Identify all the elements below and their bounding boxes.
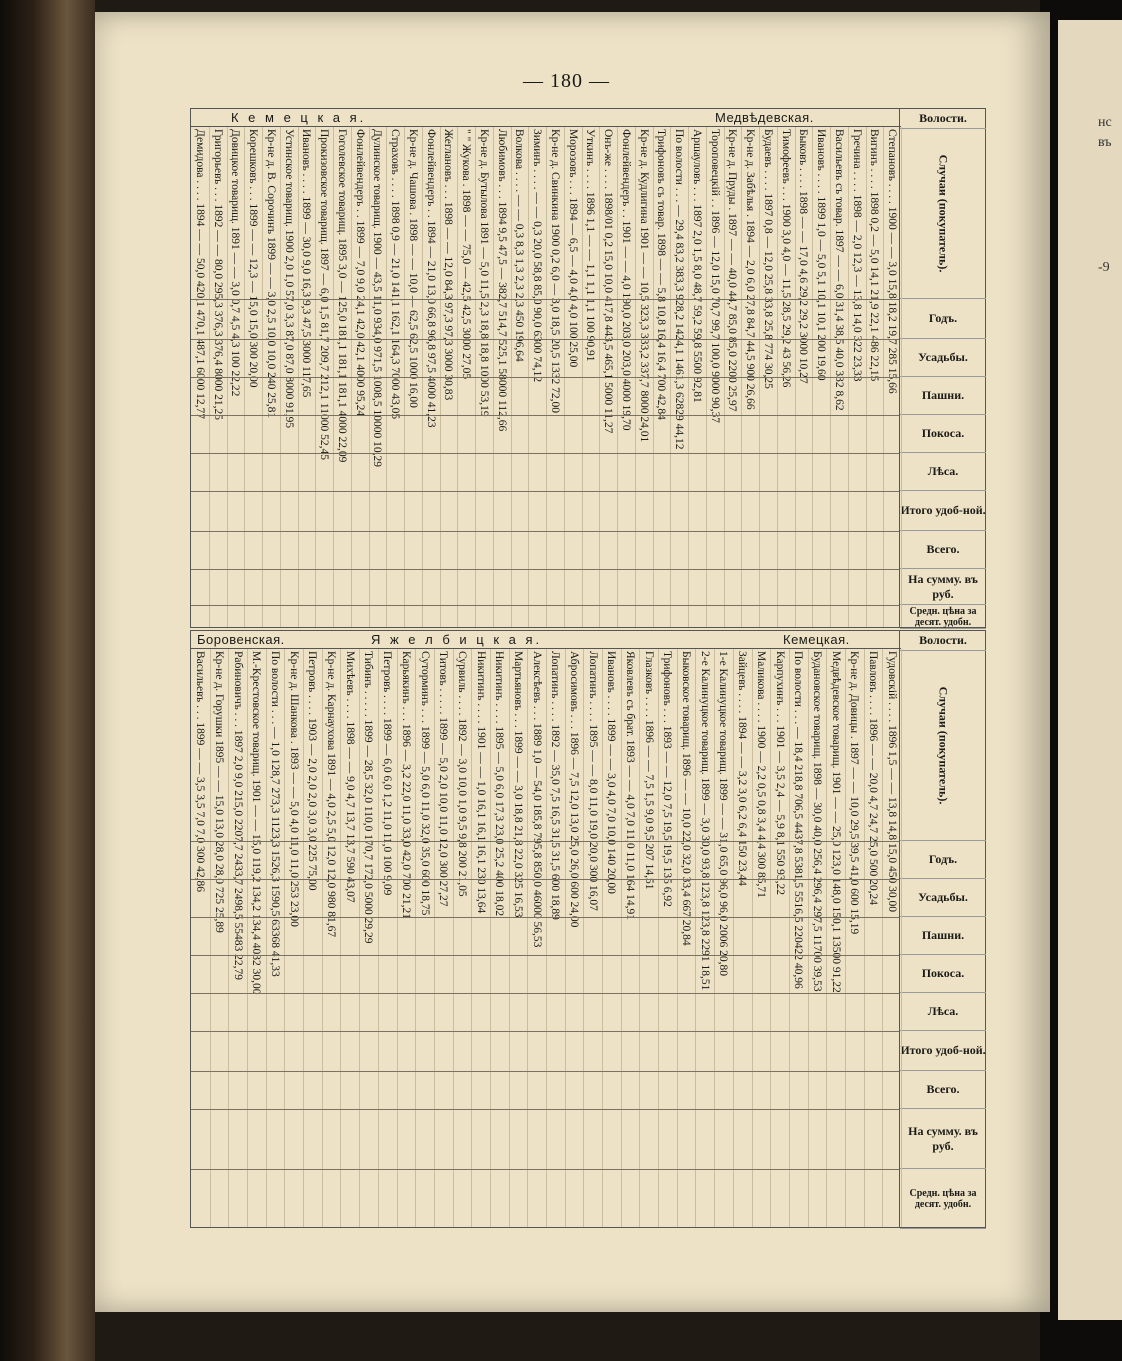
row-text: Никитинъ . . . . 1901 — — 1,0 16,1 16,1 16,1 230 13,64 — [474, 651, 487, 914]
table-row — [511, 127, 530, 627]
table-row — [688, 127, 707, 627]
row-text: Суторминъ . . . 1899 — 5,0 6,0 11,0 32,0 35,0 600 18,75 — [418, 651, 431, 916]
table-row — [706, 127, 725, 627]
table-row — [298, 127, 317, 627]
row-text: Будановское товарищ. 1898 — 30,0 40,0 256,4 296,4 297,5 11700 39,53 — [810, 651, 823, 992]
row-text: Волкова . . . . — — 0,3 8,3 1,3 2,3 2,3 450 196,64 — [513, 129, 526, 362]
table-row — [262, 127, 281, 627]
next-page-text-2: въ — [1098, 135, 1112, 150]
table-row — [303, 649, 323, 1227]
table-row — [493, 127, 512, 627]
table-row — [882, 649, 902, 1227]
row-text: Григорьевъ . . . 1892 — — 80,0 295,3 376,3 376,4 8000 21,25 — [211, 129, 224, 420]
table-row — [191, 127, 210, 627]
row-text: Гречина . . . . 1898 — 2,0 12,3 — 13,8 14,0 322 23,33 — [850, 129, 863, 382]
row-text: Рабиновичъ . . . 1897 2,0 9,0 215,0 2207,7 2433,7 2498,5 55483 22,79 — [231, 651, 244, 980]
row-text: Кр-не д. Горушки 1895 — — 15,0 13,0 28,0 28,0 725 25,89 — [213, 651, 225, 933]
row-text: Кр-не д. Чашова . 1898 — — 10,0 — 62,5 62,5 1000 16,00 — [406, 129, 419, 408]
table-row — [528, 127, 547, 627]
table-row — [565, 649, 585, 1227]
row-text: Карпухинъ . . . 1901 — 3,5 2,4 — 5,9 8,1 550 93,22 — [773, 651, 786, 896]
table-row — [315, 127, 334, 627]
next-page-text-3: -9 — [1098, 260, 1110, 275]
table-row — [812, 127, 831, 627]
row-text: Трифоновъ съ товар. 1898 — — 5,8 10,8 16,4 16,4 700 42,84 — [655, 129, 668, 420]
row-text: Аршауловъ . . . 1897 2,0 1,5 8,0 48,7 59,2 59,8 5500 92,81 — [690, 129, 703, 403]
table-row — [546, 127, 565, 627]
row-text: " " Жукова . 1898 — — 75,0 — 42,5 42,5 3000 27,05 — [460, 129, 473, 380]
table-row — [333, 127, 352, 627]
row-text: Абросимовъ . . . 1896 — 7,5 12,0 13,0 25,0 26,0 600 24,00 — [568, 651, 580, 928]
table-row — [359, 649, 379, 1227]
table-row — [883, 127, 902, 627]
hdr-total-2: Всего. — [900, 1071, 986, 1109]
row-text: Сурвиль . . . . 1892 — 3,0 10,0 1,0 9,5 9,8 200 21,05 — [455, 651, 468, 897]
table-row — [670, 127, 689, 627]
table-row — [440, 127, 459, 627]
table-row — [369, 127, 388, 627]
table-row — [244, 127, 263, 627]
hdr-case: Случаи (покупатель). — [900, 129, 986, 299]
statistics-table — [190, 108, 986, 1228]
row-text: Кр-не д. Кудлигина 1901 — — 10,5 323,3 333,2 337,7 8000 24,01 — [637, 129, 650, 443]
row-text: Васильевъ . . . 1899 — — 3,5 3,5 7,0 7,0 300 42,86 — [194, 651, 207, 892]
row-text: Мартьяновъ . . . 1899 — — 3,0 18,8 21,8 22,0 325 16,53 — [511, 651, 524, 918]
row-text: Будаевъ . . . . 1897 0,8 — 12,0 25,8 33,8 25,8 774 30,25 — [761, 129, 774, 389]
row-text: Быковское товарищ. 1896 — — 10,0 22,0 32,0 33,4 667 20,84 — [680, 651, 693, 946]
page-number: — 180 — — [523, 70, 610, 92]
row-text: Устинское товарищ. 1900 2,0 1,0 57,0 3,3 87,0 87,0 8000 91,95 — [282, 129, 295, 429]
row-text: Кр-не д. Пруды . 1897 — — 40,0 44,7 85,0 85,0 2200 25,97 — [726, 129, 739, 412]
hdr-avg-price-2: Средн. цѣна за десят. удобн. — [900, 1169, 986, 1229]
table-row — [378, 649, 398, 1227]
hdr-forest-2: Лѣса. — [900, 993, 986, 1031]
table-row — [864, 649, 884, 1227]
table-row — [509, 649, 529, 1227]
hdr-total-useful: Итого удоб-ной. — [900, 491, 986, 531]
row-text: Лопатинъ . . . . 1892 — 35,0 7,5 16,5 31,5 31,5 600 18,89 — [549, 651, 562, 920]
row-text: Онъ-же . . . . 1898/01 0,2 15,0 10,0 417,8 443,5 465,1 5000 11,27 — [602, 129, 615, 434]
row-text: Ивановъ . . . . 1899 — 30,0 9,0 16,3 9,3 47,5 3000 117,65 — [300, 129, 313, 398]
table-row — [209, 127, 228, 627]
book-edge-left — [0, 0, 95, 1361]
row-text: Ивановъ . . . . 1899 — — 3,0 4,0 7,0 10,0 140 20,00 — [605, 651, 618, 894]
table-row — [724, 127, 743, 627]
table-row — [617, 127, 636, 627]
hdr-sum: На сумму. въ руб. — [900, 569, 986, 605]
row-text: Павловъ . . . . 1896 — — 20,0 4,7 24,7 25,0 500 20,24 — [866, 651, 879, 906]
row-text: Кр-не д. Шанкова . 1893 — — 5,0 4,0 11,0 11,0 253 23,00 — [287, 651, 300, 927]
row-text: Медвѣдевское товарищ. 1901 — — 25,0 123,0 148,0 150,1 13500 91,22 — [829, 651, 842, 993]
table-row — [770, 649, 790, 1227]
hdr-estate: Усадьбы. — [900, 339, 986, 377]
table-row — [210, 649, 230, 1227]
row-text: Петровъ . . . . 1899 — 6,0 6,0 1,2 11,0 11,0 100 9,09 — [381, 651, 394, 896]
row-text: Зайцевъ . . . . 1894 — — 3,2 3,0 6,2 6,4 150 23,44 — [736, 651, 749, 886]
row-text: Жеглановъ . . . 1898 — — 12,0 84,3 97,3 97,3 3000 30,83 — [442, 129, 455, 401]
table-row — [599, 127, 618, 627]
row-text: Дулинское товарищ. 1900 — 43,5 11,0 934,0 971,5 1008,5 10000 10,29 — [371, 129, 384, 467]
group-header-borovenskaya: Боровенская. — [191, 631, 341, 649]
table-row — [677, 649, 697, 1227]
table-row — [422, 127, 441, 627]
table-row — [457, 127, 476, 627]
row-text: Демидова . . . . 1894 — — 50,0 420,1 470,1 487,1 6000 12,77 — [193, 129, 206, 420]
hdr-year-2: Годъ. — [900, 841, 986, 879]
table-row — [228, 649, 248, 1227]
row-text: Прокизовское товарищ. 1897 — 6,0 1,5 81,7 209,7 212,1 11000 52,45 — [318, 129, 331, 460]
row-text: М.-Крестовское товарищ. 1901 — — 15,0 119,2 134,2 134,4 4032 30,00 — [250, 651, 263, 995]
table-row — [741, 127, 760, 627]
row-text: Кр-не д. В. Сорочинъ 1899 — — 3,0 2,5 10,0 10,0 240 25,81 — [264, 129, 277, 419]
row-text: Вигинъ . . . . 1898 0,2 — 5,0 14,1 21,9 22,1 486 22,15 — [868, 129, 881, 382]
group-header-medvedevskaya: Медвѣдевская. — [701, 109, 901, 127]
next-page-text-1: нс — [1098, 115, 1112, 130]
row-text: Никитинъ . . . . 1895 — 5,0 6,0 17,3 23,0 25,2 400 18,02 — [493, 651, 506, 917]
hdr-year: Годъ. — [900, 299, 986, 339]
table-row — [845, 649, 865, 1227]
table-row — [397, 649, 417, 1227]
table-row — [475, 127, 494, 627]
table-row — [453, 649, 473, 1227]
table-bottom-half — [190, 630, 986, 1228]
row-text: Кр-не д. Довицы . 1897 — — 10,0 29,5 39,5 41,0 600 15,19 — [848, 651, 861, 935]
hdr-estate-2: Усадьбы. — [900, 879, 986, 917]
table-row — [280, 127, 299, 627]
hdr-avg-price: Средн. цѣна за десят. удобн. — [900, 605, 986, 629]
hdr-volost: Волости. — [900, 109, 986, 129]
table-row — [635, 127, 654, 627]
row-text: Степановъ . . . . 1900 — — 3,0 15,8 18,2 19,7 285 15,66 — [886, 129, 899, 394]
hdr-volost-2: Волости. — [900, 631, 986, 651]
table-row — [322, 649, 342, 1227]
table-row — [752, 649, 772, 1227]
hdr-meadow: Покоса. — [900, 415, 986, 453]
group-header-kemetskaya-top: К е м е ц к а я. — [191, 109, 701, 127]
table-row — [695, 649, 715, 1227]
table-row — [759, 127, 778, 627]
row-text: Лопатинъ . . . . 1895 — — 8,0 11,0 19,0 20,0 300 16,07 — [586, 651, 599, 911]
table-row — [795, 127, 814, 627]
hdr-forest: Лѣса. — [900, 453, 986, 491]
table-row — [583, 649, 603, 1227]
row-text: Фонлейвендеръ . . 1901 — — 4,0 190,0 203,0 203,0 4000 19,70 — [619, 129, 632, 431]
table-row — [404, 127, 423, 627]
hdr-arable-2: Пашни. — [900, 917, 986, 955]
row-text: Корешковъ . . . 1899 — — 12,3 — 15,0 15,0 300 20,00 — [247, 129, 260, 388]
row-text: Яковлевъ съ брат. 1893 — — 4,0 7,0 11,0 11,0 164 14,91 — [624, 651, 637, 921]
row-text: 2-е Калинуцкое товарищ. 1899 — 3,0 30,0 93,8 123,8 123,8 2291 18,51 — [698, 651, 711, 991]
table-row — [639, 649, 659, 1227]
row-text: Страховъ . . . . 1898 0,9 — 21,0 141,1 162,1 164,3 7000 43,05 — [389, 129, 402, 420]
hdr-arable: Пашни. — [900, 377, 986, 415]
table-row — [830, 127, 849, 627]
table-row — [564, 127, 583, 627]
row-text: Довицкое товарищ. 1891 — — 3,0 0,7 4,5 4,3 100 22,22 — [229, 129, 242, 397]
table-row — [471, 649, 491, 1227]
table-row — [527, 649, 547, 1227]
row-text: Тибинъ . . . . . 1899 — 28,5 32,0 110,0 170,7 172,0 5000 29,29 — [362, 651, 375, 944]
row-text: Трифоновъ . . . 1893 — — 12,0 7,5 19,5 19,5 135 6,92 — [661, 651, 674, 907]
table-row — [848, 127, 867, 627]
row-text: Карьякинъ . . . 1896 — 3,2 22,0 11,0 33,0 42,0 700 21,21 — [399, 651, 412, 919]
row-text: Маликова . . . . 1900 — 2,2 0,5 0,8 3,4 4,4 300 85,71 — [754, 651, 767, 898]
row-text: Гудовскій . . . . 1896 1,5 — — 13,8 14,8 15,0 450 30,00 — [885, 651, 898, 912]
row-text: Зиминъ . . . . — — 0,3 20,0 58,8 85,0 90,0 6300 74,12 — [531, 129, 544, 383]
table-row — [546, 649, 566, 1227]
row-text: Кр-не д. Свинкина 1900 0,2 6,0 — 3,0 18,5 20,5 1332 72,00 — [548, 129, 561, 414]
hdr-sum-2: На сумму. въ руб. — [900, 1109, 986, 1169]
table-row — [621, 649, 641, 1227]
table-row — [351, 127, 370, 627]
table-row — [658, 649, 678, 1227]
row-text: Уткинъ . . . . 1896 1,1 — — 1,1 1,1 1,1 100 90,91 — [584, 129, 597, 362]
hdr-total: Всего. — [900, 531, 986, 569]
table-row — [714, 649, 734, 1227]
table-row — [808, 649, 828, 1227]
table-row — [826, 649, 846, 1227]
row-text: Титовъ . . . . . 1899 — 5,0 2,0 10,0 11,0 12,0 300 27,27 — [437, 651, 450, 907]
table-top-half — [190, 108, 986, 628]
table-row — [733, 649, 753, 1227]
row-text: Кр-не д. Карнаухова 1891 — 4,0 2,5 5,0 12,0 12,0 980 81,67 — [325, 651, 338, 938]
row-text: Васильевъ съ товар. 1897 — — 6,0 31,4 38,5 40,0 332 8,62 — [832, 129, 845, 411]
next-page-fragment — [1058, 20, 1122, 1320]
hdr-total-useful-2: Итого удоб-ной. — [900, 1031, 986, 1071]
table-row — [247, 649, 267, 1227]
table-row — [602, 649, 622, 1227]
table-row — [266, 649, 286, 1227]
table-row — [386, 127, 405, 627]
row-text: По волости . . . — 18,4 218,8 706,5 4437,8 5381,5 5516,5 220422 40,96 — [792, 651, 805, 989]
row-text: Тороповецкій . . 1896 — 12,0 15,0 70,7 99,7 100,0 9000 90,37 — [708, 129, 721, 423]
table-row — [777, 127, 796, 627]
row-text: Тимофеевъ . . . 1900 3,0 4,0 — 11,5 28,5 29,2 43 56,26 — [779, 129, 792, 388]
row-text: По волости . . . — 1,0 128,7 273,3 1123,3 1526,3 1590,5 63368 41,33 — [269, 651, 282, 977]
row-text: Кр-не д. Забѣлья . 1894 — 2,0 6,0 27,8 84,7 44,5 900 26,66 — [744, 129, 757, 410]
header-column-bottom — [899, 631, 985, 1227]
row-text: Фонлейвендеръ . . 1894 — 21,0 13,0 66,8 96,8 97,5 4000 41,23 — [424, 129, 437, 428]
table-row — [866, 127, 885, 627]
table-row — [490, 649, 510, 1227]
group-header-kemetskaya-bottom: Кемецкая. — [771, 631, 901, 649]
table-row — [191, 649, 211, 1227]
table-row — [789, 649, 809, 1227]
hdr-meadow-2: Покоса. — [900, 955, 986, 993]
table-row — [415, 649, 435, 1227]
row-text: По волости . . . — 29,4 83,2 383,3 928,2 1424,1 1461,3 62829 44,12 — [673, 129, 686, 450]
group-header-yazhelbitskaya: Я ж е л б и ц к а я. — [341, 631, 771, 649]
table-row — [227, 127, 246, 627]
row-text: Глазковъ . . . . 1896 — — 7,5 1,5 9,0 9,5 207 14,51 — [642, 651, 655, 890]
row-text: Фонлейвендеръ . . 1899 — 7,0 9,0 24,1 42,0 42,1 4000 95,24 — [353, 129, 366, 417]
header-column-top — [899, 109, 985, 627]
row-text: Морозовъ . . . 1894 — 6,5 — 4,0 4,0 4,0 100 25,00 — [566, 129, 579, 368]
row-text: Алексѣевъ . . . 1889 1,0 — 54,0 185,8 795,8 850,0 46000 56,53 — [530, 651, 543, 948]
row-text: Быковъ . . . . 1898 — — 17,0 4,6 29,2 29,2 3000 10,27 — [797, 129, 810, 384]
row-text: Петровъ . . . . 1903 — 2,0 2,0 2,0 3,0 3,0 225 75,00 — [306, 651, 319, 891]
table-row — [340, 649, 360, 1227]
row-text: Кр-не д. Бутылова 1891 — 5,0 11,5 2,3 18,8 18,8 1000 53,19 — [477, 129, 490, 417]
table-row — [582, 127, 601, 627]
table-row — [284, 649, 304, 1227]
table-row — [434, 649, 454, 1227]
row-text: Гоголевское товарищ. 1895 3,0 — 125,0 181,1 181,1 181,1 4000 22,09 — [335, 129, 348, 463]
row-text: Михѣевъ . . . . 1898 — — 9,0 4,7 13,7 13,7 590 43,07 — [343, 651, 356, 903]
row-text: Любимовъ . . . 1894 9,5 47,5 — 382,7 514,7 525,1 58000 112,66 — [495, 129, 508, 432]
hdr-case-2: Случаи (покупатель). — [900, 651, 986, 841]
row-text: Ивановъ . . . . 1899 1,0 — 5,0 5,1 10,1 10,1 200 19,60 — [815, 129, 828, 381]
table-row — [653, 127, 672, 627]
row-text: 1-е Калинуцкое товарищ. 1899 — — 31,0 65,0 96,0 96,0 2006 20,80 — [717, 651, 730, 976]
